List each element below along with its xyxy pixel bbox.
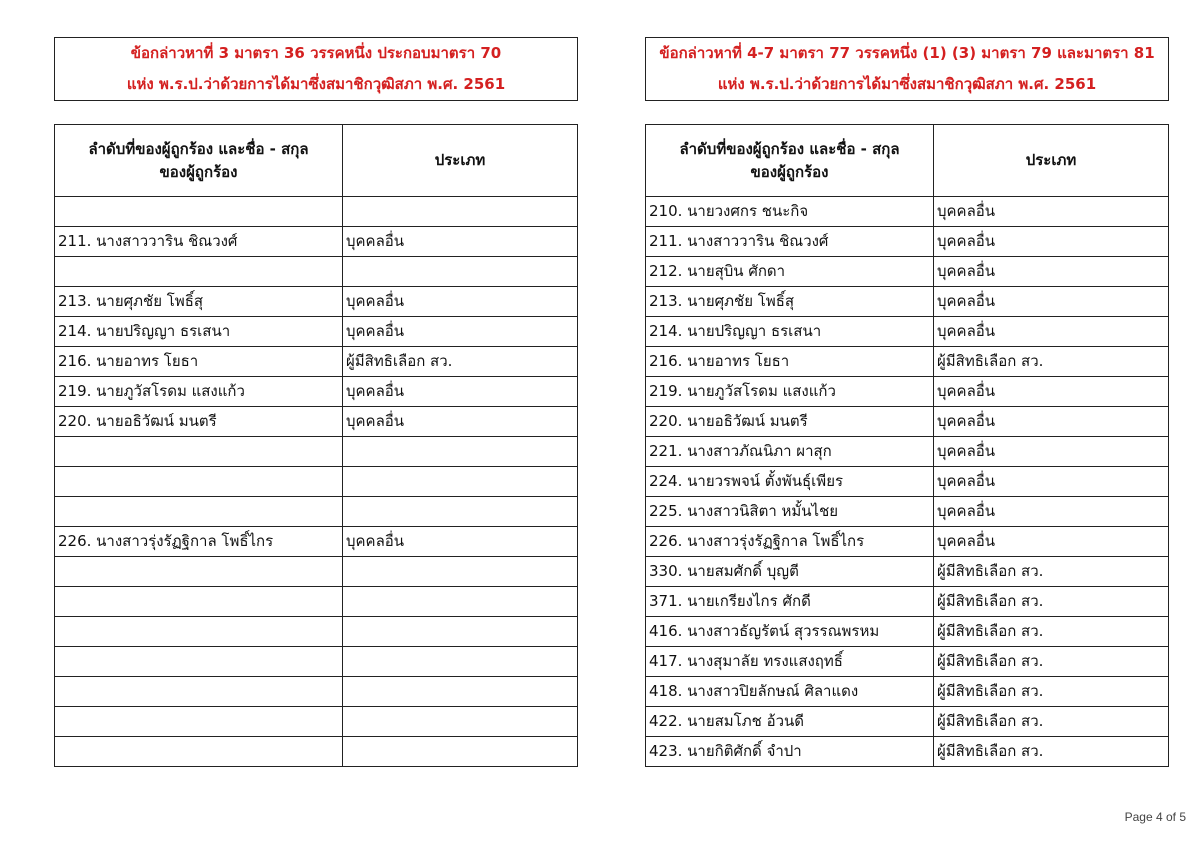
table-row xyxy=(646,467,1169,497)
table-header-row xyxy=(55,125,578,197)
header-type-column: ประเภท xyxy=(934,125,1169,197)
respondent-type-cell: บุคคลอื่น xyxy=(934,527,1169,557)
table-row xyxy=(646,677,1169,707)
table-row xyxy=(646,587,1169,617)
respondent-type-cell xyxy=(343,707,578,737)
header-name-line2: ของผู้ถูกร้อง xyxy=(750,162,829,181)
respondent-name-cell: 211. นางสาววาริน ชิณวงศ์ xyxy=(55,227,343,257)
table-row xyxy=(55,737,578,767)
respondent-type-cell: ผู้มีสิทธิเลือก สว. xyxy=(934,557,1169,587)
header-name-line2: ของผู้ถูกร้อง xyxy=(159,162,238,181)
respondent-name-cell: 219. นายภูวัสโรดม แสงแก้ว xyxy=(55,377,343,407)
table-row xyxy=(55,257,578,287)
respondent-type-cell xyxy=(343,617,578,647)
respondent-type-cell: บุคคลอื่น xyxy=(934,257,1169,287)
respondent-name-cell: 226. นางสาวรุ่งรัฏฐิกาล โพธิ์ไกร xyxy=(646,527,934,557)
respondent-name-cell: 221. นางสาวภัณนิภา ผาสุก xyxy=(646,437,934,467)
table-row xyxy=(55,557,578,587)
header-type-column: ประเภท xyxy=(343,125,578,197)
table-row xyxy=(55,287,578,317)
right-respondent-table xyxy=(645,124,1169,767)
respondent-name-cell: 371. นายเกรียงไกร ศักดี xyxy=(646,587,934,617)
table-row xyxy=(55,317,578,347)
table-row xyxy=(55,377,578,407)
respondent-name-cell: 211. นางสาววาริน ชิณวงศ์ xyxy=(646,227,934,257)
respondent-name-cell xyxy=(55,437,343,467)
respondent-name-cell: 330. นายสมศักดิ์ บุญตี xyxy=(646,557,934,587)
left-title-line1: ข้อกล่าวหาที่ 3 มาตรา 36 วรรคหนึ่ง ประกอบมาตรา 70 xyxy=(130,44,502,62)
respondent-name-cell xyxy=(55,617,343,647)
respondent-type-cell: บุคคลอื่น xyxy=(343,407,578,437)
table-row xyxy=(646,497,1169,527)
respondent-name-cell xyxy=(55,707,343,737)
respondent-type-cell: ผู้มีสิทธิเลือก สว. xyxy=(934,707,1169,737)
table-row xyxy=(646,317,1169,347)
table-row xyxy=(646,647,1169,677)
header-name-line1: ลำดับที่ของผู้ถูกร้อง และชื่อ - สกุล xyxy=(88,139,309,158)
respondent-type-cell: ผู้มีสิทธิเลือก สว. xyxy=(934,587,1169,617)
respondent-type-cell xyxy=(343,677,578,707)
respondent-name-cell: 423. นายกิติศักดิ์ จำปา xyxy=(646,737,934,767)
table-row xyxy=(55,647,578,677)
respondent-type-cell: บุคคลอื่น xyxy=(934,407,1169,437)
table-row xyxy=(646,737,1169,767)
respondent-type-cell: ผู้มีสิทธิเลือก สว. xyxy=(934,347,1169,377)
respondent-name-cell: 418. นางสาวปิยลักษณ์ ศิลาแดง xyxy=(646,677,934,707)
respondent-name-cell: 214. นายปริญญา ธรเสนา xyxy=(646,317,934,347)
respondent-type-cell: บุคคลอื่น xyxy=(934,227,1169,257)
respondent-name-cell: 216. นายอาทร โยธา xyxy=(646,347,934,377)
respondent-name-cell xyxy=(55,737,343,767)
respondent-type-cell xyxy=(343,557,578,587)
right-title-line1: ข้อกล่าวหาที่ 4-7 มาตรา 77 วรรคหนึ่ง (1) (3) มาตรา 79 และมาตรา 81 xyxy=(659,44,1155,62)
respondent-name-cell: 214. นายปริญญา ธรเสนา xyxy=(55,317,343,347)
right-allegation-title xyxy=(645,37,1169,101)
respondent-type-cell: บุคคลอื่น xyxy=(934,197,1169,227)
respondent-type-cell xyxy=(343,737,578,767)
table-row xyxy=(55,347,578,377)
respondent-name-cell: 417. นางสุมาลัย ทรงแสงฤทธิ์ xyxy=(646,647,934,677)
table-row xyxy=(55,197,578,227)
table-row xyxy=(646,527,1169,557)
header-name-line1: ลำดับที่ของผู้ถูกร้อง และชื่อ - สกุล xyxy=(679,139,900,158)
respondent-name-cell: 226. นางสาวรุ่งรัฏฐิกาล โพธิ์ไกร xyxy=(55,527,343,557)
table-row xyxy=(646,227,1169,257)
respondent-name-cell xyxy=(55,677,343,707)
table-row xyxy=(646,197,1169,227)
respondent-type-cell: บุคคลอื่น xyxy=(343,287,578,317)
respondent-type-cell xyxy=(343,257,578,287)
table-row xyxy=(646,557,1169,587)
table-row xyxy=(55,707,578,737)
respondent-name-cell: 213. นายศุภชัย โพธิ์สุ xyxy=(646,287,934,317)
table-row xyxy=(55,617,578,647)
table-header-row xyxy=(646,125,1169,197)
respondent-type-cell xyxy=(343,497,578,527)
respondent-name-cell: 219. นายภูวัสโรดม แสงแก้ว xyxy=(646,377,934,407)
respondent-type-cell: ผู้มีสิทธิเลือก สว. xyxy=(934,677,1169,707)
respondent-name-cell: 220. นายอธิวัฒน์ มนตรี xyxy=(646,407,934,437)
table-row xyxy=(55,497,578,527)
respondent-type-cell: บุคคลอื่น xyxy=(934,467,1169,497)
respondent-type-cell: บุคคลอื่น xyxy=(343,527,578,557)
table-row xyxy=(55,677,578,707)
respondent-name-cell: 416. นางสาวธัญรัตน์ สุวรรณพรหม xyxy=(646,617,934,647)
left-respondent-table xyxy=(54,124,578,767)
table-row xyxy=(646,707,1169,737)
respondent-name-cell: 422. นายสมโภช อ้วนดี xyxy=(646,707,934,737)
respondent-name-cell xyxy=(55,257,343,287)
right-title-line2: แห่ง พ.ร.ป.ว่าด้วยการได้มาซึ่งสมาชิกวุฒิสภา พ.ศ. 2561 xyxy=(717,75,1097,93)
respondent-type-cell xyxy=(343,197,578,227)
header-name-column xyxy=(55,125,343,197)
respondent-name-cell: 210. นายวงศกร ชนะกิจ xyxy=(646,197,934,227)
table-row xyxy=(646,287,1169,317)
respondent-type-cell: บุคคลอื่น xyxy=(934,317,1169,347)
table-row xyxy=(55,437,578,467)
respondent-name-cell xyxy=(55,197,343,227)
respondent-type-cell: ผู้มีสิทธิเลือก สว. xyxy=(934,737,1169,767)
respondent-type-cell: บุคคลอื่น xyxy=(934,437,1169,467)
table-row xyxy=(646,437,1169,467)
left-allegation-title xyxy=(54,37,578,101)
table-row xyxy=(646,407,1169,437)
respondent-name-cell: 216. นายอาทร โยธา xyxy=(55,347,343,377)
table-row xyxy=(55,467,578,497)
respondent-name-cell xyxy=(55,497,343,527)
table-row xyxy=(55,407,578,437)
left-title-line2: แห่ง พ.ร.ป.ว่าด้วยการได้มาซึ่งสมาชิกวุฒิสภา พ.ศ. 2561 xyxy=(126,75,506,93)
table-row xyxy=(646,347,1169,377)
respondent-type-cell: บุคคลอื่น xyxy=(343,317,578,347)
respondent-name-cell: 213. นายศุภชัย โพธิ์สุ xyxy=(55,287,343,317)
respondent-type-cell: บุคคลอื่น xyxy=(934,497,1169,527)
respondent-type-cell: บุคคลอื่น xyxy=(343,377,578,407)
respondent-name-cell xyxy=(55,647,343,677)
table-row xyxy=(55,527,578,557)
respondent-type-cell: บุคคลอื่น xyxy=(343,227,578,257)
page-number: Page 4 of 5 xyxy=(1124,810,1186,824)
respondent-name-cell xyxy=(55,467,343,497)
respondent-name-cell: 220. นายอธิวัฒน์ มนตรี xyxy=(55,407,343,437)
respondent-type-cell: ผู้มีสิทธิเลือก สว. xyxy=(343,347,578,377)
respondent-type-cell: บุคคลอื่น xyxy=(934,377,1169,407)
table-row xyxy=(55,227,578,257)
respondent-name-cell: 225. นางสาวนิสิตา หมั้นไชย xyxy=(646,497,934,527)
table-row xyxy=(55,587,578,617)
respondent-type-cell xyxy=(343,587,578,617)
respondent-name-cell xyxy=(55,557,343,587)
respondent-type-cell: บุคคลอื่น xyxy=(934,287,1169,317)
respondent-type-cell xyxy=(343,437,578,467)
respondent-name-cell xyxy=(55,587,343,617)
table-row xyxy=(646,377,1169,407)
respondent-type-cell xyxy=(343,647,578,677)
table-row xyxy=(646,257,1169,287)
respondent-type-cell: ผู้มีสิทธิเลือก สว. xyxy=(934,647,1169,677)
respondent-type-cell xyxy=(343,467,578,497)
respondent-name-cell: 212. นายสุบิน ศักดา xyxy=(646,257,934,287)
respondent-type-cell: ผู้มีสิทธิเลือก สว. xyxy=(934,617,1169,647)
table-row xyxy=(646,617,1169,647)
respondent-name-cell: 224. นายวรพจน์ ตั้งพันธุ์เพียร xyxy=(646,467,934,497)
header-name-column xyxy=(646,125,934,197)
right-table-body xyxy=(646,197,1169,767)
left-table-body xyxy=(55,197,578,767)
